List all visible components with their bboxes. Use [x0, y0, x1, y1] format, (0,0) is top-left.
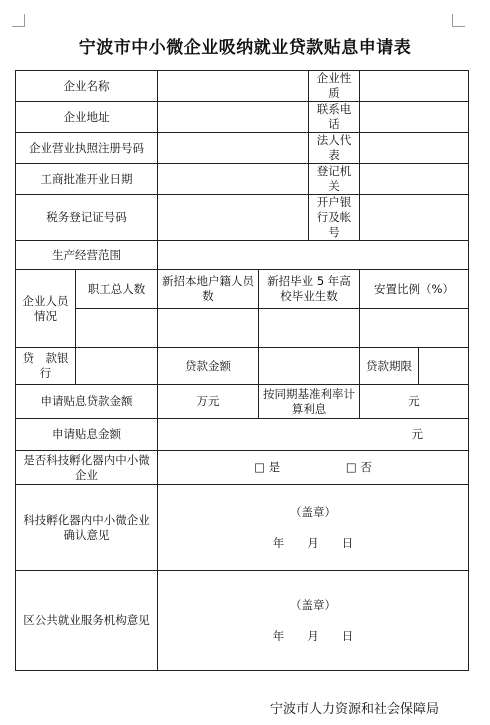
- unit-wan: 万元: [196, 394, 220, 408]
- field-business-scope[interactable]: [158, 241, 469, 270]
- row-company-name: [16, 71, 469, 102]
- field-incubator-options: [158, 451, 469, 485]
- label-company-name: 企业名称: [16, 71, 158, 102]
- seal-text-incubator: （盖章）: [290, 504, 336, 519]
- field-tax-reg-no[interactable]: [158, 195, 309, 241]
- label-placement-ratio: 安置比例（%）: [360, 270, 469, 309]
- field-placement-ratio[interactable]: [360, 309, 469, 348]
- row-tax-reg: [16, 195, 469, 241]
- field-company-name[interactable]: [158, 71, 309, 102]
- row-staff-values: [16, 309, 469, 348]
- label-apply-subsidy: 申请贴息金额: [16, 419, 158, 451]
- row-apply-loan: [16, 385, 469, 419]
- label-company-address: 企业地址: [16, 102, 158, 133]
- issuing-authority: 宁波市人力资源和社会保障局: [270, 702, 440, 717]
- field-company-address[interactable]: [158, 102, 309, 133]
- label-phone: 联系电话: [309, 102, 360, 133]
- label-legal-rep: 法人代表: [309, 133, 360, 164]
- label-calc-interest: 按同期基准利率计算利息: [259, 385, 360, 419]
- application-form-table: [15, 70, 469, 671]
- label-apply-loan-amount: 申请贴息贷款金额: [16, 385, 158, 419]
- field-reg-authority[interactable]: [360, 164, 469, 195]
- label-new-local: 新招本地户籍人员数: [158, 270, 259, 309]
- field-approval-date[interactable]: [158, 164, 309, 195]
- date-text-service: 年 月 日: [272, 628, 354, 643]
- label-incubator-opinion: 科技孵化器内中小微企业确认意见: [16, 485, 158, 571]
- label-staff-info: 企业人员情况: [16, 270, 76, 348]
- field-apply-loan-amount[interactable]: [158, 385, 259, 419]
- field-total-staff[interactable]: [76, 309, 158, 348]
- label-license-no: 企业营业执照注册号码: [16, 133, 158, 164]
- unit-yuan-subsidy: 元: [411, 427, 423, 441]
- field-calc-interest[interactable]: [360, 385, 469, 419]
- label-service-opinion: 区公共就业服务机构意见: [16, 571, 158, 671]
- label-company-nature: 企业性质: [309, 71, 360, 102]
- label-bank-account: 开户银行及帐号: [309, 195, 360, 241]
- row-loan: [16, 348, 469, 385]
- unit-yuan: 元: [408, 394, 420, 408]
- row-apply-subsidy: [16, 419, 469, 451]
- label-business-scope: 生产经营范围: [16, 241, 158, 270]
- checkbox-yes[interactable]: □ 是: [254, 460, 281, 474]
- row-staff-header: [16, 270, 469, 309]
- field-service-opinion[interactable]: [158, 571, 469, 671]
- row-approval-date: [16, 164, 469, 195]
- field-incubator-opinion[interactable]: [158, 485, 469, 571]
- form-title: 宁波市中小微企业吸纳就业贷款贴息申请表: [78, 38, 412, 58]
- row-incubator-question: [16, 451, 469, 485]
- row-service-opinion: [16, 571, 469, 671]
- row-company-address: [16, 102, 469, 133]
- page-corner-mark-right: [452, 14, 465, 27]
- label-total-staff: 职工总人数: [76, 270, 158, 309]
- seal-text-service: （盖章）: [290, 597, 336, 612]
- row-business-scope: [16, 241, 469, 270]
- page-corner-mark-left: [12, 14, 25, 27]
- label-loan-bank: 贷 款银 行: [16, 348, 76, 385]
- field-phone[interactable]: [360, 102, 469, 133]
- checkbox-no[interactable]: □ 否: [345, 460, 372, 474]
- label-approval-date: 工商批准开业日期: [16, 164, 158, 195]
- field-new-local[interactable]: [158, 309, 259, 348]
- field-loan-term[interactable]: [419, 348, 469, 385]
- field-company-nature[interactable]: [360, 71, 469, 102]
- label-loan-term: 贷款期限: [360, 348, 419, 385]
- label-loan-amount: 贷款金额: [158, 348, 259, 385]
- label-tax-reg-no: 税务登记证号码: [16, 195, 158, 241]
- field-bank-account[interactable]: [360, 195, 469, 241]
- field-loan-bank[interactable]: [76, 348, 158, 385]
- row-incubator-opinion: [16, 485, 469, 571]
- field-apply-subsidy[interactable]: [158, 419, 469, 451]
- row-license: [16, 133, 469, 164]
- date-text-incubator: 年 月 日: [272, 535, 354, 550]
- label-incubator-question: 是否科技孵化器内中小微企业: [16, 451, 158, 485]
- field-legal-rep[interactable]: [360, 133, 469, 164]
- field-new-grads[interactable]: [259, 309, 360, 348]
- field-loan-amount[interactable]: [259, 348, 360, 385]
- label-new-grads: 新招毕业 5 年高校毕业生数: [259, 270, 360, 309]
- label-reg-authority: 登记机关: [309, 164, 360, 195]
- field-license-no[interactable]: [158, 133, 309, 164]
